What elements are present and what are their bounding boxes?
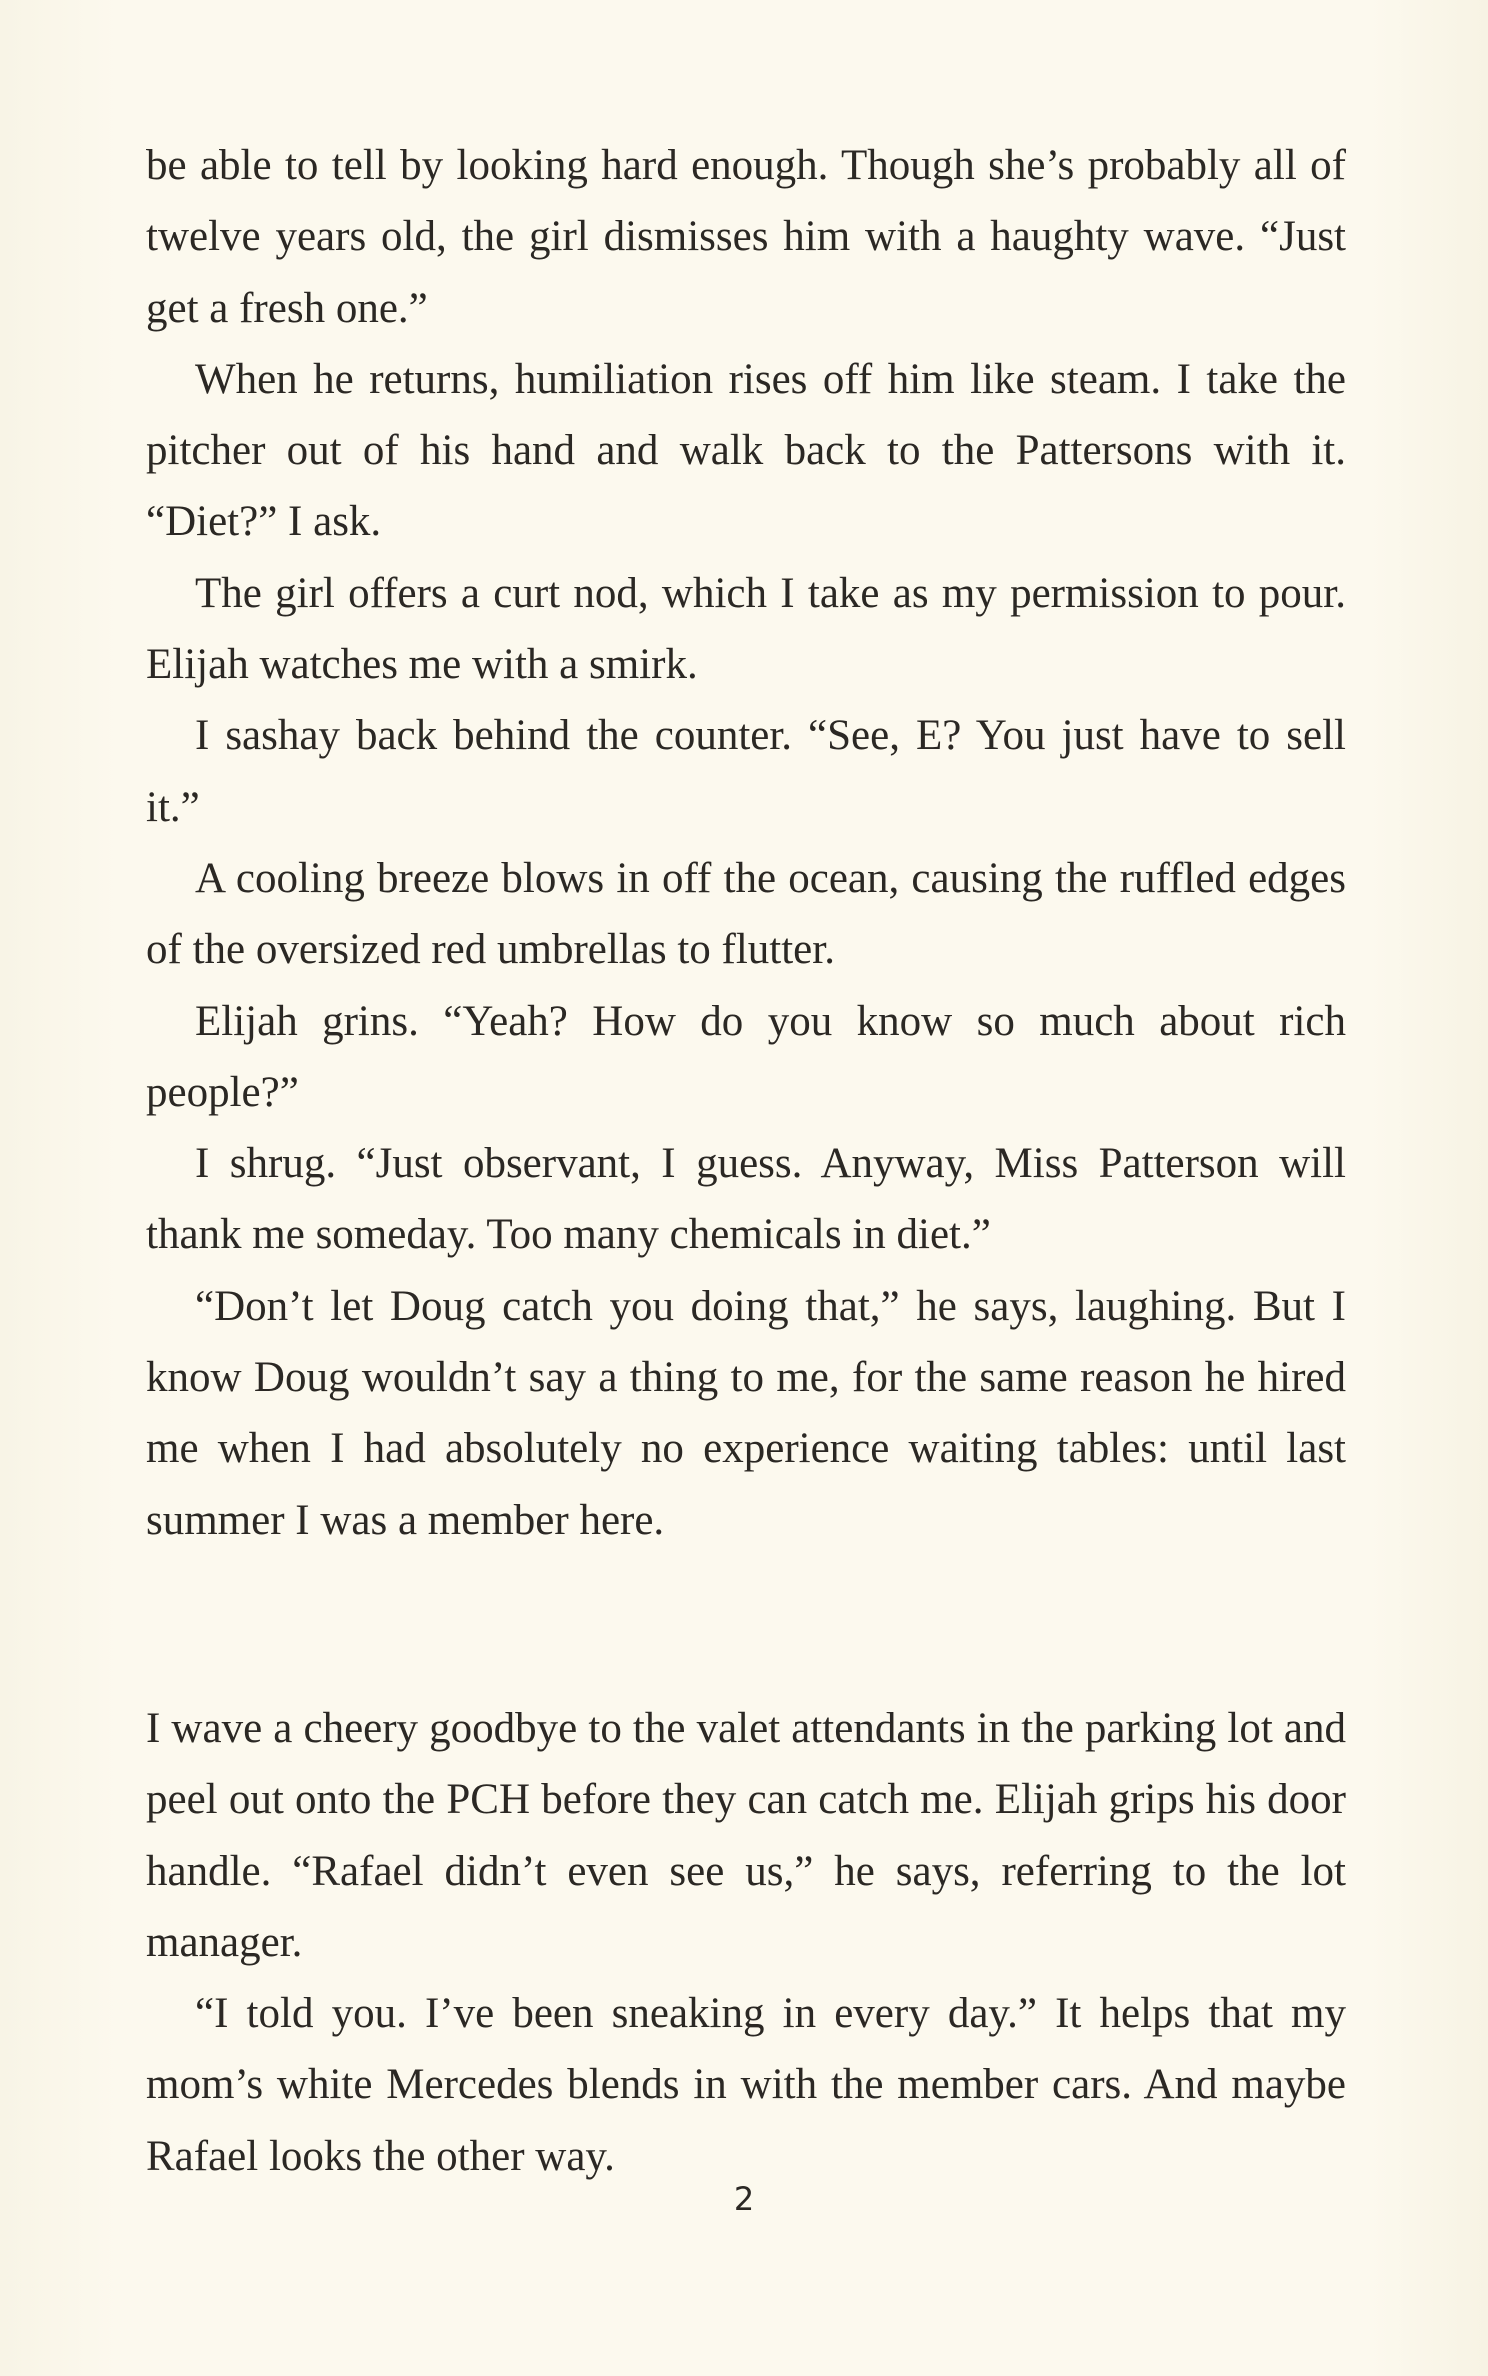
paragraph: I wave a cheery goodbye to the valet attendants in the parking lot and peel out onto the PCH before they can catch me. Elijah grips his door handle. “Rafael didn’t even see us,” he says, referring to the lot manager. xyxy=(146,1705,1346,1966)
paragraph: I sashay back behind the counter. “See, E? You just have to sell it.” xyxy=(146,712,1346,831)
paragraph: Elijah grins. “Yeah? How do you know so much about rich people?” xyxy=(146,997,1346,1116)
paragraph: I shrug. “Just observant, I guess. Anyway, Miss Patterson will thank me someday. Too many chemicals in diet.” xyxy=(146,1140,1346,1259)
paragraph: When he returns, humiliation rises off him like steam. I take the pitcher out of his hand and walk back to the Pattersons with it. “Diet?” I ask. xyxy=(146,355,1346,546)
paragraph: “Don’t let Doug catch you doing that,” he says, laughing. But I know Doug wouldn’t say a thing to me, for the same reason he hired me when I had absolutely no experience waiting tables: until last summer I was a member here. xyxy=(146,1282,1346,1544)
page-number: 2 xyxy=(733,2180,755,2218)
paragraph: be able to tell by looking hard enough. Though she’s probably all of twelve years old, the girl dismisses him with a haughty wave. “Just get a fresh one.” xyxy=(146,142,1346,332)
text-section-two xyxy=(146,1693,1346,2192)
paragraph: “I told you. I’ve been sneaking in every day.” It helps that my mom’s white Mercedes blends in with the member cars. And maybe Rafael looks the other way. xyxy=(146,1990,1346,2180)
paragraph: A cooling breeze blows in off the ocean, causing the ruffled edges of the oversized red umbrellas to flutter. xyxy=(146,854,1346,974)
text-section-one xyxy=(146,130,1346,1556)
paragraph: The girl offers a curt nod, which I take as my permission to pour. Elijah watches me with a smirk. xyxy=(146,569,1346,689)
